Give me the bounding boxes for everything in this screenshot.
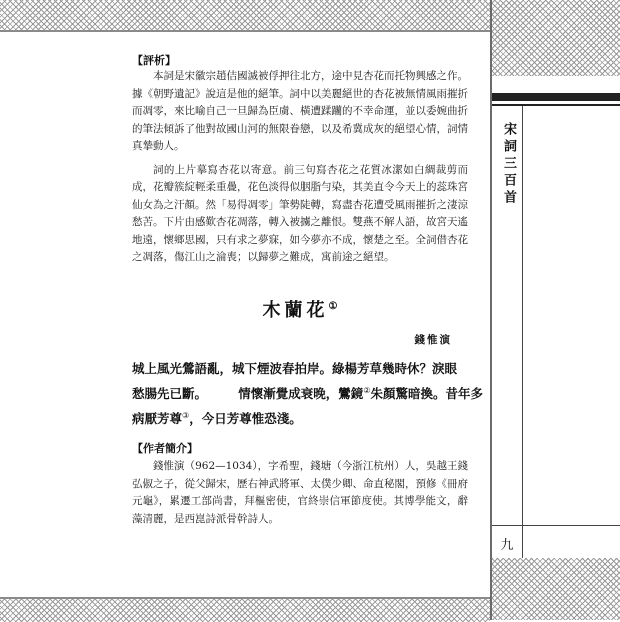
commentary-heading: 【評析】 (132, 54, 176, 67)
poem-note-2: ② (363, 386, 371, 395)
poem-line-3b: ，今日芳尊惟恐淺。 (189, 411, 302, 427)
poem-body (132, 358, 483, 430)
side-thin-rule (492, 104, 620, 106)
poem-title (132, 296, 468, 322)
poem-title-text: 木蘭花 (262, 300, 329, 321)
page-number-rule (492, 525, 620, 526)
poem-line-1: 城上風光鶯語亂，城下煙波春拍岸。綠楊芳草幾時休？淚眼 (132, 361, 458, 376)
poem-note-3: ③ (182, 411, 190, 421)
author-bio-text: 錢惟演（962—1034），字希聖，錢塘（今浙江杭州）人，吳越王錢弘俶之子，從父歸宋，歷右神武將軍、太僕少卿、命直秘閣，預修《冊府元龜》，累遷工部尚書，拜樞密使，官終崇信軍節度使。其博學能文，辭藻清麗，是西崑詩派骨幹詩人。 (132, 460, 468, 525)
top-fret-border (0, 0, 490, 32)
side-thick-rule (492, 93, 620, 101)
poem-line-2a: 愁腸先已斷。 (132, 386, 201, 402)
poem-line-2c: 朱顏驚暗換。昔年多 (370, 386, 483, 402)
poem-line-3a: 病厭芳尊 (132, 411, 183, 427)
side-fret-top (492, 0, 620, 76)
poem-line-2b: 情懷漸覺成衰晚，鸞鏡 (238, 386, 364, 402)
commentary-section (132, 52, 468, 273)
side-vertical-rule (522, 106, 523, 558)
commentary-paragraph-2: 詞的上片摹寫杏花以寄意。前三句寫杏花之花質冰潔如白綢裁剪而成，花瓣簇綻輕柔重疊，花色淡得似胭脂勻染，其美直令今天上的蕊珠宮仙女為之汗顏。然「易得凋零」筆勢陡轉，寫盡杏花遭受風雨摧折之淒涼愁苦。下片由感歎杏花凋落，轉入被擄之離恨。雙燕不解人語，故宮天遙地遠，懷鄉思國，只有求之夢寐，如今夢亦不成，懷楚之至。全詞借杏花之凋落，傷江山之淪喪；以歸夢之難成，寓前途之絕望。 (132, 163, 468, 263)
poem-line-2 (132, 380, 483, 405)
poem-title-note: ① (328, 301, 338, 312)
bottom-fret-border (0, 597, 490, 622)
author-bio-heading: 【作者簡介】 (132, 442, 198, 455)
poem-author: 錢惟演 (414, 334, 452, 346)
page-number: 九 (500, 538, 514, 553)
side-margin (490, 0, 620, 620)
poem-line-3 (132, 405, 468, 430)
commentary-paragraph-1: 本詞是宋徽宗趙佶國滅被俘押往北方，途中見杏花而托物興感之作。據《朝野遺記》說這是他的絕筆。詞中以美麗絕世的杏花被無情風雨摧折而凋零，來比喻自己一旦歸為臣虜、橫遭蹂躪的不幸命運，並以委婉曲折的筆法傾訴了他對故國山河的無限眷戀，以及希冀成灰的絕望心情，詞情真摯動人。 (132, 70, 468, 152)
running-title: 宋詞三百首 (501, 122, 516, 207)
side-fret-bottom (492, 558, 620, 620)
